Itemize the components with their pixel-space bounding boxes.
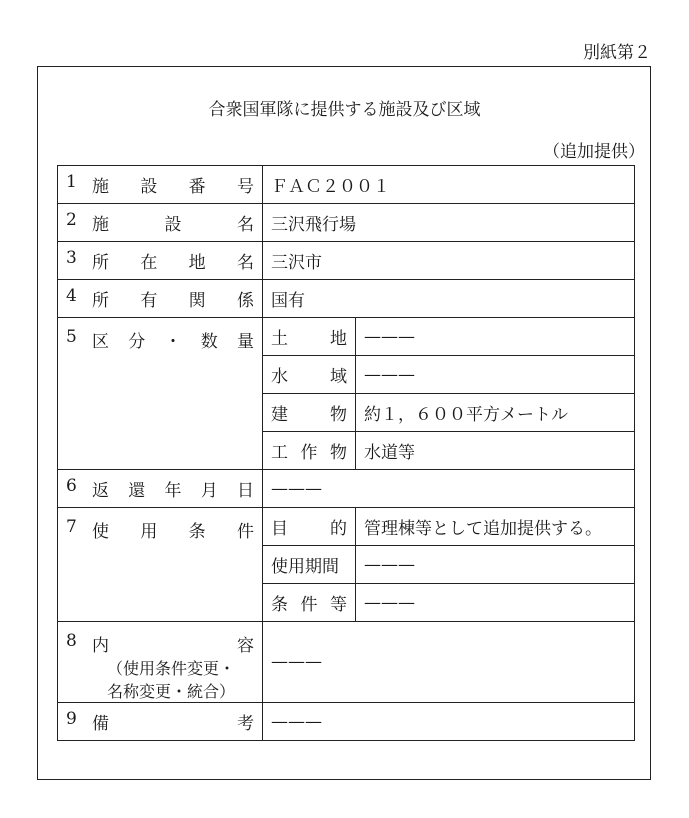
facility-name-label: 2 施 設 名 <box>58 204 263 242</box>
category-label: 5 区 分 ・ 数 量 <box>58 318 263 470</box>
document-title: 合衆国軍隊に提供する施設及び区域 <box>208 100 481 120</box>
structure-value: 水道等 <box>356 432 635 470</box>
terms-label: 条 件 等 <box>263 584 356 622</box>
location-label: 3 所 在 地 名 <box>58 242 263 280</box>
return-date-value: ——— <box>263 470 635 508</box>
facility-table <box>57 165 635 741</box>
row-return-date <box>58 470 635 508</box>
row-ownership <box>58 280 635 318</box>
row-remarks <box>58 703 635 741</box>
water-area-label: 水 域 <box>263 356 356 394</box>
row-category-land <box>58 318 635 356</box>
terms-value: ——— <box>356 584 635 622</box>
remarks-label: 9 備 考 <box>58 703 263 741</box>
purpose-value: 管理棟等として追加提供する。 <box>356 508 635 546</box>
structure-label: 工 作 物 <box>263 432 356 470</box>
contents-label: 8 内 容 （使用条件変更・ 名称変更・統合） <box>58 622 263 703</box>
water-area-value: ——— <box>356 356 635 394</box>
row-contents <box>58 622 635 703</box>
annex-label: 別紙第２ <box>583 43 651 63</box>
ownership-value: 国有 <box>263 280 635 318</box>
land-label: 土 地 <box>263 318 356 356</box>
location-value: 三沢市 <box>263 242 635 280</box>
row-facility-number <box>58 166 635 204</box>
building-label: 建 物 <box>263 394 356 432</box>
row-conditions-purpose <box>58 508 635 546</box>
usage-period-label: 使用期間 <box>263 546 356 584</box>
row-facility-name <box>58 204 635 242</box>
facility-number-label: 1 施 設 番 号 <box>58 166 263 204</box>
facility-name-value: 三沢飛行場 <box>263 204 635 242</box>
building-value: 約１，６００平方メートル <box>356 394 635 432</box>
remarks-value: ——— <box>263 703 635 741</box>
contents-sub-line-1: （使用条件変更・ <box>106 659 235 678</box>
facility-number-value: ＦＡＣ２００１ <box>263 166 635 204</box>
provision-note: （追加提供） <box>543 142 645 162</box>
contents-value: ——— <box>263 622 635 703</box>
contents-sub-line-2: 名称変更・統合） <box>106 682 235 701</box>
conditions-label: 7 使 用 条 件 <box>58 508 263 622</box>
usage-period-value: ——— <box>356 546 635 584</box>
land-value: ——— <box>356 318 635 356</box>
ownership-label: 4 所 有 関 係 <box>58 280 263 318</box>
purpose-label: 目 的 <box>263 508 356 546</box>
row-location <box>58 242 635 280</box>
return-date-label: 6 返 還 年 月 日 <box>58 470 263 508</box>
